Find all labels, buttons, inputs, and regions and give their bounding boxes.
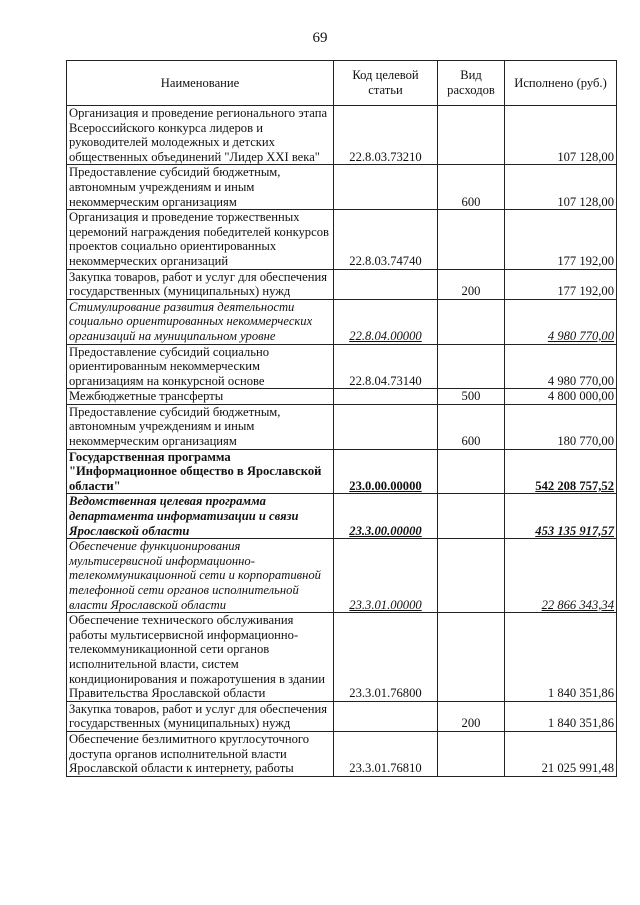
cell-kind: 500 <box>438 389 505 405</box>
table-row <box>67 210 617 269</box>
cell-code: 22.8.03.73210 <box>334 106 438 165</box>
cell-kind <box>438 449 505 494</box>
header-amount: Исполнено (руб.) <box>505 61 617 106</box>
cell-code <box>334 701 438 731</box>
cell-code: 22.8.04.00000 <box>334 299 438 344</box>
cell-code <box>334 165 438 210</box>
cell-kind <box>438 106 505 165</box>
cell-amount: 1 840 351,86 <box>505 613 617 702</box>
table-row <box>67 539 617 613</box>
cell-kind <box>438 344 505 389</box>
cell-name: Обеспечение функционирования мультисервисной информационно-телекоммуникационной сети и корпоративной телефонной сети органов исполнительной власти Ярославской области <box>67 539 334 613</box>
cell-name: Стимулирование развития деятельности социально ориентированных некоммерческих организаций на муниципальном уровне <box>67 299 334 344</box>
cell-kind <box>438 613 505 702</box>
page-number: 69 <box>312 30 328 46</box>
cell-code <box>334 389 438 405</box>
cell-amount: 107 128,00 <box>505 106 617 165</box>
cell-amount: 177 192,00 <box>505 269 617 299</box>
header-code: Код целевой статьи <box>334 61 438 106</box>
cell-code: 23.3.01.00000 <box>334 539 438 613</box>
cell-code: 23.0.00.00000 <box>334 449 438 494</box>
table-row <box>67 299 617 344</box>
cell-amount: 453 135 917,57 <box>505 494 617 539</box>
table-row <box>67 404 617 449</box>
cell-amount: 542 208 757,52 <box>505 449 617 494</box>
cell-code: 23.3.01.76800 <box>334 613 438 702</box>
cell-kind <box>438 210 505 269</box>
cell-name: Обеспечение технического обслуживания работы мультисервисной информационно-телекоммуникационной сети органов исполнительной власти, систем кондиционирования и пожаротушения в здании Правительства Ярославской области <box>67 613 334 702</box>
cell-name: Предоставление субсидий социально ориентированным некоммерческим организациям на конкурсной основе <box>67 344 334 389</box>
cell-name: Государственная программа "Информационное общество в Ярославской области" <box>67 449 334 494</box>
table-row <box>67 389 617 405</box>
cell-amount: 22 866 343,34 <box>505 539 617 613</box>
cell-kind: 200 <box>438 269 505 299</box>
cell-kind <box>438 731 505 776</box>
header-kind: Вид расходов <box>438 61 505 106</box>
cell-code: 23.3.01.76810 <box>334 731 438 776</box>
cell-name: Закупка товаров, работ и услуг для обеспечения государственных (муниципальных) нужд <box>67 701 334 731</box>
cell-name: Закупка товаров, работ и услуг для обеспечения государственных (муниципальных) нужд <box>67 269 334 299</box>
cell-name: Организация и проведение торжественных церемоний награждения победителей конкурсов проектов социально ориентированных некоммерческих организаций <box>67 210 334 269</box>
cell-amount: 107 128,00 <box>505 165 617 210</box>
cell-name: Ведомственная целевая программа департамента информатизации и связи Ярославской области <box>67 494 334 539</box>
cell-code <box>334 269 438 299</box>
cell-kind <box>438 494 505 539</box>
table-row <box>67 106 617 165</box>
cell-name: Организация и проведение регионального этапа Всероссийского конкурса лидеров и руководителей молодежных и детских общественных объединений "Лидер XXI века" <box>67 106 334 165</box>
table-row <box>67 269 617 299</box>
table-row <box>67 165 617 210</box>
cell-name: Предоставление субсидий бюджетным, автономным учреждениям и иным некоммерческим организациям <box>67 404 334 449</box>
table-row <box>67 494 617 539</box>
table-header-row <box>67 61 617 106</box>
cell-amount: 4 980 770,00 <box>505 344 617 389</box>
table-row <box>67 613 617 702</box>
cell-code <box>334 404 438 449</box>
header-name: Наименование <box>67 61 334 106</box>
cell-amount: 4 980 770,00 <box>505 299 617 344</box>
cell-amount: 1 840 351,86 <box>505 701 617 731</box>
cell-code: 22.8.03.74740 <box>334 210 438 269</box>
cell-name: Предоставление субсидий бюджетным, автономным учреждениям и иным некоммерческим организациям <box>67 165 334 210</box>
cell-kind: 600 <box>438 404 505 449</box>
cell-code: 22.8.04.73140 <box>334 344 438 389</box>
table-row <box>67 701 617 731</box>
cell-amount: 4 800 000,00 <box>505 389 617 405</box>
table-row <box>67 731 617 776</box>
cell-amount: 177 192,00 <box>505 210 617 269</box>
cell-code: 23.3.00.00000 <box>334 494 438 539</box>
cell-amount: 21 025 991,48 <box>505 731 617 776</box>
cell-amount: 180 770,00 <box>505 404 617 449</box>
cell-kind: 200 <box>438 701 505 731</box>
cell-name: Межбюджетные трансферты <box>67 389 334 405</box>
cell-kind: 600 <box>438 165 505 210</box>
cell-kind <box>438 299 505 344</box>
cell-name: Обеспечение безлимитного круглосуточного доступа органов исполнительной власти Ярославской области к интернету, работы <box>67 731 334 776</box>
table-row <box>67 344 617 389</box>
budget-execution-table <box>66 60 617 777</box>
table-row <box>67 449 617 494</box>
cell-kind <box>438 539 505 613</box>
